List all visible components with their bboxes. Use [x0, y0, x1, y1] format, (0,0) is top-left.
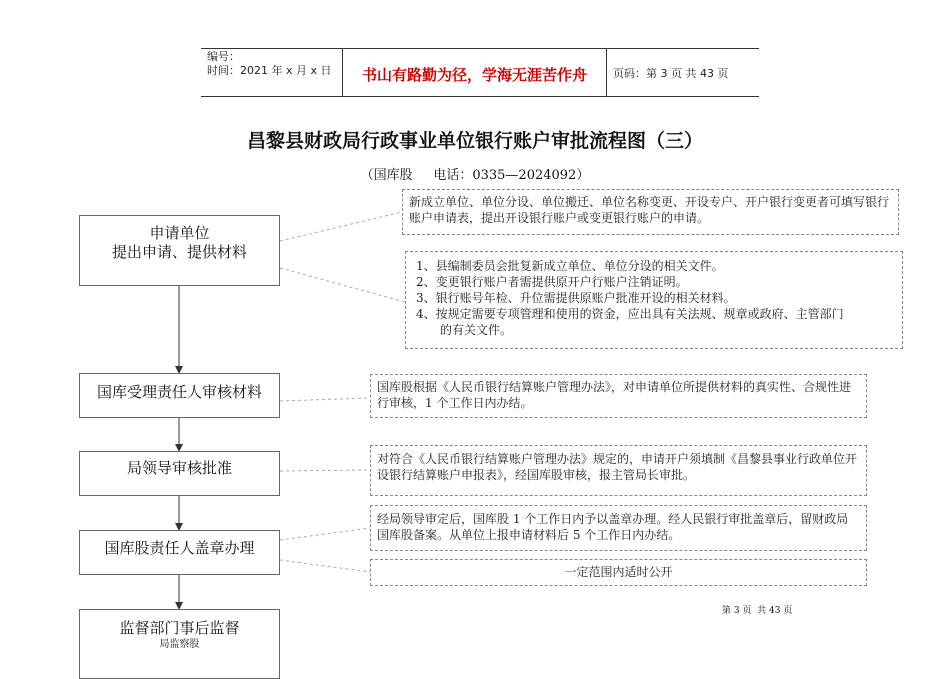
header-motto: 书山有路勤为径，学海无涯苦作舟	[361, 66, 587, 84]
step-review-title: 国库受理责任人审核材料	[96, 383, 262, 401]
step-supervise-title: 监督部门事后监督	[119, 619, 240, 637]
note-materials-item: 3、银行账号年检、升位需提供原账户批准开设的相关材料。	[416, 291, 736, 305]
header-page-label: 页码：第 3 页 共 43 页	[613, 67, 729, 80]
footer-page-number: 第 3 页 共 43 页	[722, 606, 793, 616]
note-stamp-text: 经局领导审定后，国库股 1 个工作日内予以盖章办理。经人民银行审批盖章后，留财政局国库股备案。从单位上报申请材料后 5 个工作日内办结。	[377, 512, 849, 542]
note-review-text: 国库股根据《人民币银行结算账户管理办法》，对申请单位所提供材料的真实性、合规性进行审核，1 个工作日内办结。	[377, 380, 852, 410]
note-apply	[402, 189, 899, 235]
step-supervise-box	[79, 609, 280, 679]
note-publicity-text: 一定范围内适时公开	[564, 565, 673, 579]
page-title: 昌黎县财政局行政事业单位银行账户审批流程图（三）	[246, 130, 703, 152]
header-number-label: 编号：	[207, 50, 240, 63]
note-approve-text: 对符合《人民币银行结算账户管理办法》规定的，申请开户须填制《昌黎县事业行政单位开设银行结算账户申报表》，经国库股审核，报主管局长审批。	[377, 452, 858, 482]
note-materials-item: 的有关文件。	[440, 323, 513, 337]
step-supervise-subtitle: 局监察股	[159, 639, 200, 650]
step-review-box	[79, 373, 280, 418]
step-stamp-title: 国库股责任人盖章办理	[104, 539, 255, 557]
step-stamp-box	[79, 530, 280, 575]
step-apply-title: 申请单位	[149, 224, 210, 242]
note-materials-item: 2、变更银行账户者需提供原开户行账户注销证明。	[416, 275, 688, 289]
note-materials	[405, 251, 903, 349]
step-apply-subtitle: 提出申请、提供材料	[111, 243, 247, 261]
note-publicity	[370, 559, 867, 586]
step-approve-box	[79, 451, 280, 496]
note-stamp	[370, 505, 867, 551]
note-materials-item: 1、县编制委员会批复新成立单位、单位分设的相关文件。	[416, 259, 724, 273]
note-review	[370, 374, 867, 418]
step-apply-box	[79, 215, 280, 286]
note-apply-text: 新成立单位、单位分设、单位搬迁、单位名称变更、开设专户、开户银行变更者可填写银行账户申请表，提出开设银行账户或变更银行账户的申请。	[409, 195, 890, 225]
note-approve	[370, 445, 867, 496]
note-materials-item: 4、按规定需要专项管理和使用的资金，应出具有关法规、规章或政府、主管部门	[416, 307, 844, 321]
step-approve-title: 局领导审核批准	[126, 459, 232, 477]
page-subtitle: （国库股 电话：0335—2024092）	[360, 168, 590, 183]
header-time-label: 时间：2021 年 x 月 x 日	[207, 64, 332, 77]
